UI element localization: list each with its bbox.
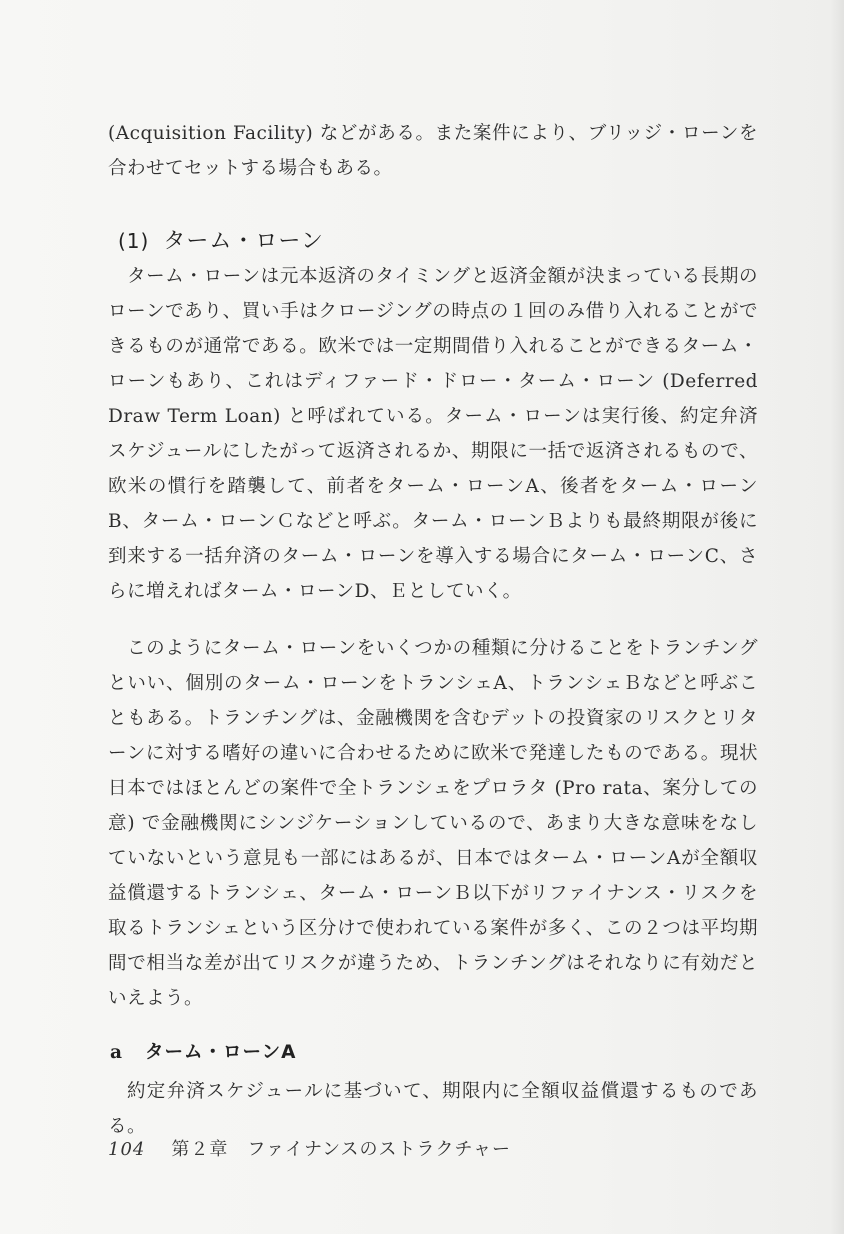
page-number: 104: [108, 1139, 146, 1160]
section-heading: [118, 224, 324, 255]
intro-paragraph: (Acquisition Facility) などがある。また案件により、ブリッジ・ローンを合わせてセットする場合もある。: [108, 123, 758, 179]
chapter-title: 第２章 ファイナンスのストラクチャー: [171, 1139, 512, 1160]
subsection-letter: a: [110, 1042, 123, 1063]
section-number: (1): [118, 229, 150, 253]
subsection-heading: [110, 1038, 296, 1064]
section-title: ターム・ローン: [163, 229, 324, 254]
body-paragraph-3: 約定弁済スケジュールに基づいて、期限内に全額収益償還するものである。: [108, 1081, 758, 1137]
body-paragraph-2: このようにターム・ローンをいくつかの種類に分けることをトランチングといい、個別のターム・ローンをトランシェA、トランシェＢなどと呼ぶこともある。トランチングは、金融機関を含むデットの投資家のリスクとリターンに対する嗜好の違いに合わせるために欧米で発達したものである。現状日本ではほとんどの案件で全トランシェをプロラタ (Pro rata、案分しての意) で金融機関にシンジケーションしているので、あまり大きな意味をなしていないという意見も一部にはあるが、日本ではターム・ローンAが全額収益償還するトランシェ、ターム・ローンＢ以下がリファイナンス・リスクを取るトランシェという区分けで使われている案件が多く、この２つは平均期間で相当な差が出てリスクが違うため、トランチングはそれなりに有効だといえよう。: [108, 638, 758, 1009]
page-footer: [108, 1135, 511, 1161]
page-edge-shadow: [830, 0, 844, 1234]
body-paragraph-1: ターム・ローンは元本返済のタイミングと返済金額が決まっている長期のローンであり、買い手はクロージングの時点の１回のみ借り入れることができるものが通常である。欧米では一定期間借り入れることができるターム・ローンもあり、これはディファード・ドロー・ターム・ローン (Deferred Draw Term Loan) と呼ばれている。ターム・ローンは実行後、約定弁済スケジュールにしたがって返済されるか、期限に一括で返済されるもので、欧米の慣行を踏襲して、前者をターム・ローンA、後者をターム・ローンB、ターム・ローンＣなどと呼ぶ。ターム・ローンＢよりも最終期限が後に到来する一括弁済のターム・ローンを導入する場合にターム・ローンC、さらに増えればターム・ローンD、Ｅとしていく。: [108, 266, 758, 602]
subsection-title: ターム・ローンA: [145, 1042, 297, 1063]
